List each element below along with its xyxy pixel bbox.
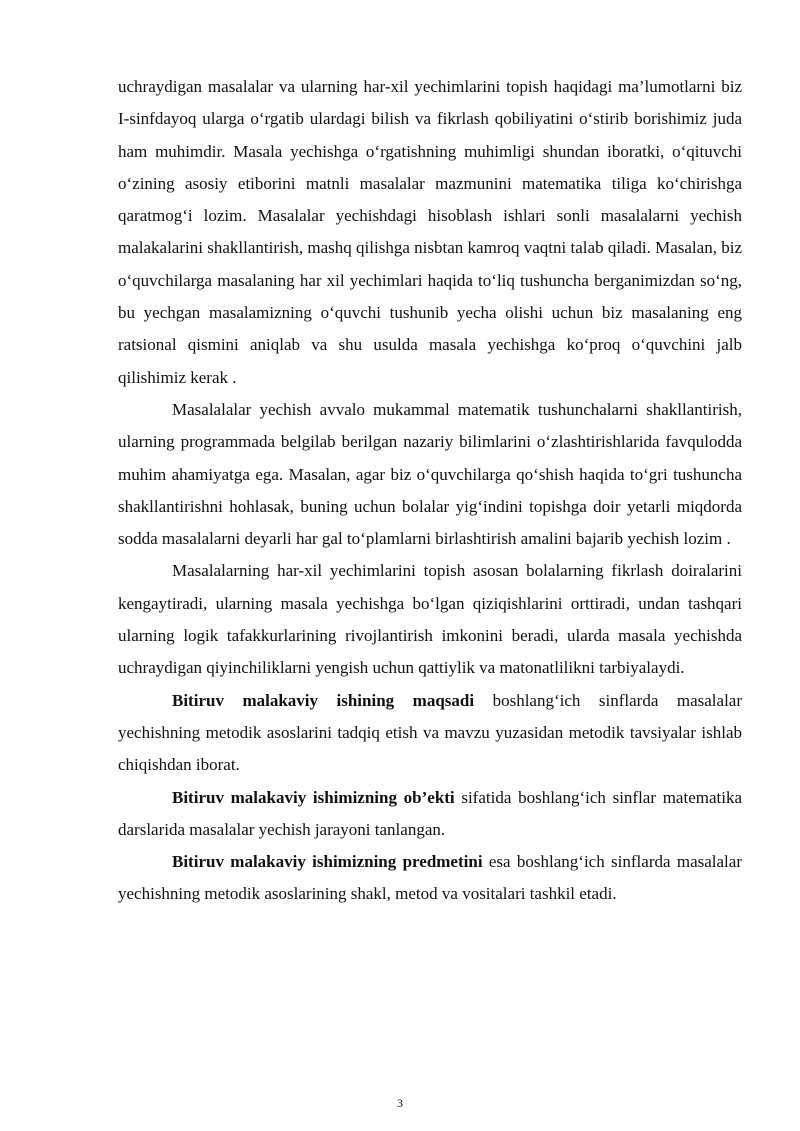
paragraph-text: boshlang‘ich sinflarda masalalar yechishning metodik asoslarini tadqiq etish va mavzu yuzasidan metodik tavsiyalar ishlab chiqishdan iborat. xyxy=(118,690,742,775)
paragraph-text: Masalalalar yechish avvalo mukammal matematik tushunchalarni shakllantirish, ularning programmada belgilab berilgan nazariy bilimlarini o‘zlashtirishlarida favqulodda muhim ahamiyatga ega. Masalan, agar biz o‘quvchilarga qo‘shish haqida to‘gri tushuncha shakllantirishni hohlasak, buning uchun bolalar yig‘indini topishga doir yetarli miqdorda sodda masalalarni deyarli har gal to‘plamlarni birlashtirish amalini bajarib yechish lozim . xyxy=(118,399,742,549)
paragraph-goal xyxy=(118,685,742,782)
paragraph-problem-solving xyxy=(118,394,742,555)
paragraph-text: esa boshlang‘ich sinflarda masalalar yechishning metodik asoslarining shakl, metod va vositalari tashkil etadi. xyxy=(118,852,742,904)
page-number: 3 xyxy=(397,1096,403,1110)
paragraph-continuation xyxy=(118,71,742,394)
document-body xyxy=(118,71,742,911)
bold-term: Bitiruv malakaviy ishining maqsadi xyxy=(172,690,475,710)
paragraph-various-solutions xyxy=(118,555,742,684)
bold-term: Bitiruv malakaviy ishimizning predmetini xyxy=(172,852,483,872)
paragraph-text: sifatida boshlang‘ich sinflar matematika darslarida masalalar yechish jarayoni tanlangan. xyxy=(118,787,742,839)
paragraph-text: uchraydigan masalalar va ularning har-xil yechimlarini topish haqidagi ma’lumotlarni biz I-sinfdayoq ularga o‘rgatib ulardagi bilish va fikrlash qobiliyatini o‘stirib borishimiz juda ham muhimdir. Masala yechishga o‘rgatishning muhimligi shundan iboratki, o‘qituvchi o‘zining asosiy etiborini matnli masalalar mazmunini matematika tiliga ko‘chirishga qaratmog‘i lozim. Masalalar yechishdagi hisoblash ishlari sonli masalalarni yechish malakalarini shakllantirish, mashq qilishga nisbtan kamroq vaqtni talab qiladi. Masalan, biz o‘quvchilarga masalaning har xil yechimlari haqida to‘liq tushuncha berganimizdan so‘ng, bu yechgan masalamizning o‘quvchi tushunib yecha olishi uchun biz masalaning eng ratsional qismini aniqlab va shu usulda masala yechishga ko‘proq o‘quvchini jalb qilishimiz kerak . xyxy=(118,77,742,387)
bold-term: Bitiruv malakaviy ishimizning ob’ekti xyxy=(172,787,455,807)
paragraph-object xyxy=(118,782,742,847)
paragraph-subject xyxy=(118,846,742,911)
paragraph-text: Masalalarning har-xil yechimlarini topish asosan bolalarning fikrlash doiralarini kengaytiradi, ularning masala yechishga bo‘lgan qiziqishlarini orttiradi, undan tashqari ularning logik tafakkurlarining rivojlantirish imkonini beradi, ularda masala yechishda uchraydigan qiyinchiliklarni yengish uchun qattiylik va matonatlilikni tarbiyalaydi. xyxy=(118,561,742,678)
